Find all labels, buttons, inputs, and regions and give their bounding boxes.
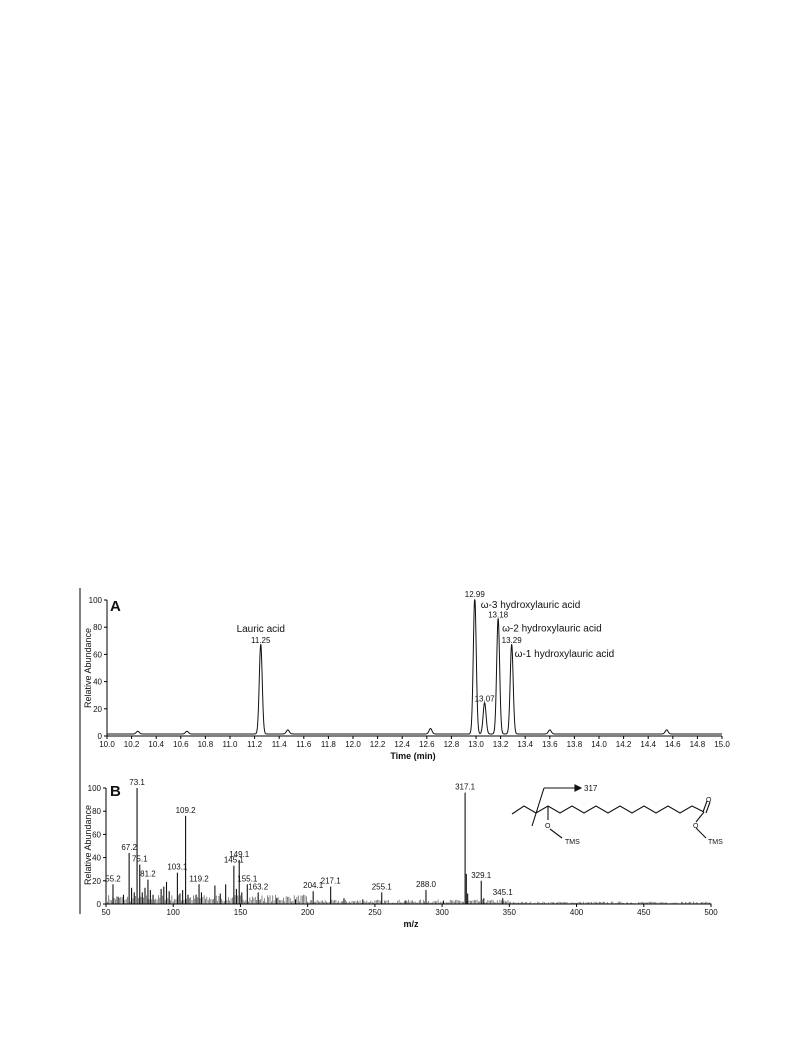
panel-b-label: B [110,783,121,800]
x-axis-title-b: m/z [403,919,419,929]
mz-label: 163.2 [248,882,269,892]
y-tick-label: 80 [92,807,101,817]
x-tick-label: 11.6 [296,740,312,749]
x-tick-label: 13.2 [492,740,509,749]
y-axis-title-b: Relative Abundance [83,804,93,886]
tms-label-1: TMS [565,839,580,846]
x-tick-label: 100 [166,908,180,917]
x-tick-label: 50 [101,908,111,917]
ester-o-label: O [693,823,699,830]
cleavage-line [532,788,544,826]
x-tick-label: 11.2 [247,740,263,749]
x-tick-label: 300 [435,908,449,917]
x-tick-label: 14.8 [689,740,706,749]
mz-label: 145.1 [223,855,244,865]
panel-a-label: A [110,598,121,615]
x-tick-label: 150 [233,908,248,917]
y-tick-label: 60 [93,650,102,660]
peak-labels-b [105,778,513,897]
x-tick-label: 200 [300,908,315,917]
mz-label: 149.1 [229,849,250,859]
x-tick-label: 14.0 [591,740,607,749]
x-tick-label: 13.8 [566,740,583,749]
y-tick-label: 0 [97,732,102,741]
fragment-label: 317 [584,784,598,793]
chromatogram-trace [107,600,722,734]
x-tick-label: 350 [502,908,517,917]
o-tms-bond [550,829,562,838]
peak-rt-label: 13.18 [488,610,509,620]
x-tick-label: 14.4 [640,740,656,749]
mz-label: 345.1 [492,888,513,898]
x-tick-label: 400 [569,908,584,917]
y-tick-label: 80 [93,623,102,633]
x-tick-label: 12.0 [345,740,361,749]
y-tick-label: 40 [93,677,102,687]
x-axis-title-a: Time (min) [390,751,436,761]
carbon-chain [512,806,704,814]
mz-label: 75.1 [131,854,148,864]
y-tick-label: 60 [92,830,101,840]
chemical-structure [512,785,710,838]
x-tick-label: 14.2 [615,740,632,749]
chromatogram-panel [83,590,730,761]
x-tick-label: 250 [368,908,382,917]
ester-bond [696,812,704,822]
spectrum-noise [107,895,711,904]
x-tick-label: 500 [704,908,718,917]
peak-labels-a [237,590,615,704]
mz-label: 55.2 [105,874,121,884]
carbonyl-o-label: O [706,797,712,804]
axes-a [89,596,731,749]
x-tick-label: 10.6 [173,740,189,749]
compound-name-label: ω-2 hydroxylauric acid [502,623,602,635]
x-tick-label: 11.8 [320,740,336,749]
peak-rt-label: 11.25 [251,636,271,646]
y-tick-label: 20 [92,876,101,886]
hydroxyl-o-label: O [545,823,551,830]
y-tick-label: 20 [93,704,102,714]
mz-label: 67.2 [121,842,137,852]
x-tick-label: 12.4 [394,740,410,749]
x-tick-label: 10.2 [123,740,140,749]
peak-rt-label: 13.07 [474,694,495,704]
x-tick-label: 12.2 [369,740,386,749]
compound-name-label: ω-1 hydroxylauric acid [514,649,615,661]
x-tick-label: 10.4 [148,740,164,749]
x-tick-label: 10.0 [99,740,115,749]
mz-label: 109.2 [175,805,196,815]
mz-label: 317.1 [455,782,476,792]
mz-label: 255.1 [371,882,392,892]
x-tick-label: 13.6 [542,740,558,749]
y-axis-title-a: Relative Abundance [83,627,93,709]
x-tick-label: 12.8 [443,740,460,749]
x-tick-label: 13.0 [468,740,484,749]
mz-label: 81.2 [140,869,156,879]
x-tick-label: 450 [637,908,651,917]
mz-label: 155.1 [237,874,258,884]
peak-rt-label: 12.99 [464,590,485,599]
mz-label: 329.1 [471,870,492,880]
y-tick-label: 40 [92,853,101,863]
cleavage-arrow-head [575,785,581,791]
compound-name-label: ω-3 hydroxylauric acid [480,600,581,611]
y-tick-label: 0 [96,900,101,909]
y-tick-label: 100 [87,784,101,793]
mz-label: 204.1 [303,881,324,891]
x-tick-label: 14.6 [665,740,681,749]
mz-label: 119.2 [189,874,209,884]
x-tick-label: 11.0 [222,740,238,749]
mz-label: 103.1 [167,862,188,872]
mz-label: 217.1 [320,876,341,886]
x-tick-label: 12.6 [419,740,435,749]
x-tick-label: 13.4 [517,740,533,749]
peak-rt-label: 13.29 [501,636,522,646]
compound-name-label: Lauric acid [236,624,285,636]
mz-label: 288.0 [415,880,436,890]
mz-label: 73.1 [129,778,145,787]
mass-spectrum-panel [83,778,723,929]
x-tick-label: 11.4 [271,740,287,749]
x-tick-label: 10.8 [197,740,214,749]
tms-label-2: TMS [708,839,723,846]
x-tick-label: 15.0 [714,740,730,749]
y-tick-label: 100 [88,596,102,605]
